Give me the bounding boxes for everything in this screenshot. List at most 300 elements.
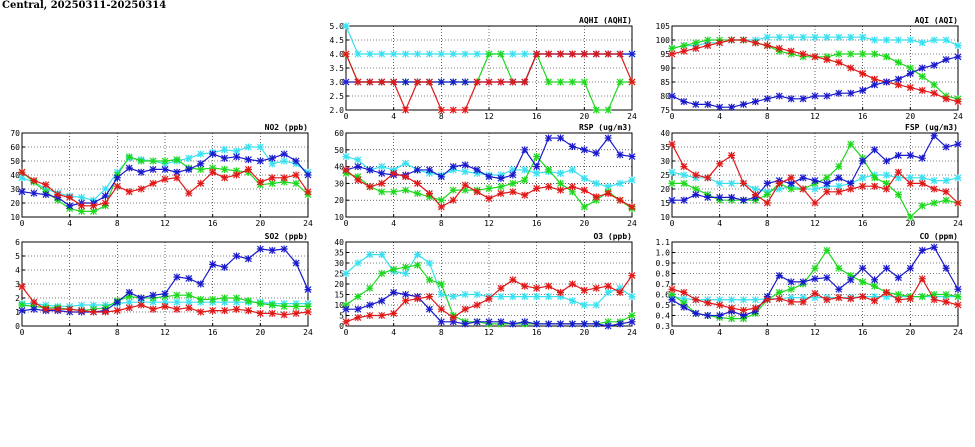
y-tick-label: 5.0 xyxy=(329,22,344,31)
y-tick-label: 60 xyxy=(10,143,20,152)
y-tick-label: 4.5 xyxy=(329,36,344,45)
data-point-blue xyxy=(859,265,866,272)
data-point-red xyxy=(521,79,528,86)
data-point-cyan xyxy=(462,51,469,58)
data-point-red xyxy=(102,309,109,316)
data-point-green xyxy=(402,187,409,194)
y-tick-label: 0.3 xyxy=(655,322,670,331)
data-point-green xyxy=(955,293,962,300)
data-point-cyan xyxy=(800,34,807,41)
data-point-red xyxy=(692,296,699,303)
data-point-red xyxy=(895,296,902,303)
data-point-cyan xyxy=(871,37,878,44)
data-point-blue xyxy=(378,297,385,304)
y-tick-label: 4.0 xyxy=(329,50,344,59)
data-point-red xyxy=(54,306,61,313)
x-tick-label: 4 xyxy=(391,328,397,337)
y-tick-label: 1.0 xyxy=(655,248,670,258)
data-point-red xyxy=(740,37,747,44)
x-tick-label: 8 xyxy=(764,112,770,121)
data-point-cyan xyxy=(450,51,457,58)
data-point-green xyxy=(557,180,564,187)
data-point-red xyxy=(173,306,180,313)
data-point-green xyxy=(438,197,445,204)
data-point-green xyxy=(390,188,397,195)
data-point-green xyxy=(521,177,528,184)
data-point-red xyxy=(114,307,121,314)
chart-title: RSP (ug/m3) xyxy=(579,123,632,132)
data-point-blue xyxy=(414,166,421,173)
data-point-blue xyxy=(812,93,819,100)
data-point-blue xyxy=(859,158,866,165)
data-point-green xyxy=(221,166,228,173)
data-point-cyan xyxy=(402,270,409,277)
data-point-blue xyxy=(557,135,564,142)
y-tick-label: 2.5 xyxy=(329,92,344,101)
data-point-green xyxy=(871,174,878,181)
data-point-red xyxy=(521,192,528,199)
data-point-red xyxy=(740,307,747,314)
data-point-blue xyxy=(883,265,890,272)
data-point-red xyxy=(366,183,373,190)
data-point-red xyxy=(450,107,457,114)
data-point-red xyxy=(907,180,914,187)
data-point-red xyxy=(162,303,169,310)
data-point-blue xyxy=(221,264,228,271)
x-tick-label: 16 xyxy=(531,112,542,121)
data-point-red xyxy=(895,169,902,176)
data-point-blue xyxy=(197,281,204,288)
data-point-cyan xyxy=(593,180,600,187)
data-point-blue xyxy=(919,155,926,162)
data-point-blue xyxy=(19,307,26,314)
data-point-cyan xyxy=(581,175,588,182)
data-point-cyan xyxy=(931,37,938,44)
data-point-cyan xyxy=(835,34,842,41)
data-point-red xyxy=(823,56,830,63)
data-point-cyan xyxy=(752,296,759,303)
data-point-blue xyxy=(257,246,264,253)
data-point-blue xyxy=(221,155,228,162)
data-point-red xyxy=(545,283,552,290)
data-point-blue xyxy=(462,79,469,86)
data-point-red xyxy=(343,318,350,325)
data-point-red xyxy=(847,65,854,72)
data-point-red xyxy=(402,297,409,304)
data-point-red xyxy=(438,203,445,210)
data-point-green xyxy=(257,300,264,307)
data-point-green xyxy=(943,197,950,204)
data-point-blue xyxy=(545,320,552,327)
data-point-blue xyxy=(919,65,926,72)
data-point-blue xyxy=(114,299,121,306)
data-point-blue xyxy=(669,93,676,100)
data-point-red xyxy=(497,190,504,197)
data-point-red xyxy=(486,195,493,202)
data-point-blue xyxy=(907,152,914,159)
data-point-green xyxy=(883,53,890,60)
y-tick-label: 15 xyxy=(334,290,344,300)
y-tick-label: 25 xyxy=(660,171,670,180)
x-tick-label: 24 xyxy=(953,328,963,337)
data-point-blue xyxy=(185,275,192,282)
data-point-cyan xyxy=(366,251,373,258)
data-point-blue xyxy=(883,158,890,165)
data-point-red xyxy=(943,95,950,102)
data-point-cyan xyxy=(859,34,866,41)
data-point-red xyxy=(955,302,962,309)
data-point-red xyxy=(955,98,962,105)
data-point-red xyxy=(752,39,759,46)
data-point-red xyxy=(293,172,300,179)
y-tick-label: 5 xyxy=(339,311,344,321)
y-tick-label: 80 xyxy=(660,92,670,101)
chart-fsp xyxy=(660,123,963,228)
data-point-cyan xyxy=(740,296,747,303)
data-point-green xyxy=(871,283,878,290)
data-point-red xyxy=(871,183,878,190)
data-point-blue xyxy=(704,194,711,201)
data-point-blue xyxy=(728,104,735,111)
y-tick-label: 0.9 xyxy=(655,259,670,268)
x-tick-label: 8 xyxy=(764,219,770,228)
data-point-green xyxy=(812,265,819,272)
x-tick-label: 4 xyxy=(717,219,723,228)
data-point-blue xyxy=(343,79,350,86)
data-point-red xyxy=(728,152,735,159)
data-point-red xyxy=(343,166,350,173)
data-point-blue xyxy=(209,151,216,158)
data-point-green xyxy=(617,79,624,86)
data-point-red xyxy=(800,51,807,58)
data-point-blue xyxy=(293,260,300,267)
data-point-blue xyxy=(680,98,687,105)
data-point-red xyxy=(245,307,252,314)
data-point-red xyxy=(245,166,252,173)
data-point-cyan xyxy=(343,153,350,160)
data-point-red xyxy=(426,293,433,300)
data-point-green xyxy=(173,156,180,163)
x-tick-label: 0 xyxy=(19,219,25,228)
x-tick-label: 12 xyxy=(484,219,494,228)
data-point-red xyxy=(533,51,540,58)
data-point-cyan xyxy=(847,34,854,41)
x-tick-label: 4 xyxy=(717,328,723,337)
data-point-red xyxy=(859,293,866,300)
data-point-blue xyxy=(497,318,504,325)
data-point-cyan xyxy=(919,39,926,46)
data-point-blue xyxy=(593,150,600,157)
data-point-blue xyxy=(617,320,624,327)
data-point-red xyxy=(716,39,723,46)
data-point-red xyxy=(390,310,397,317)
data-point-blue xyxy=(450,163,457,170)
x-tick-label: 8 xyxy=(114,219,120,228)
data-point-red xyxy=(509,188,516,195)
data-point-green xyxy=(545,79,552,86)
y-tick-label: 3 xyxy=(15,280,20,289)
data-point-green xyxy=(414,262,421,269)
data-point-cyan xyxy=(728,180,735,187)
data-point-red xyxy=(354,177,361,184)
data-point-blue xyxy=(907,70,914,77)
data-point-green xyxy=(173,292,180,299)
data-point-green xyxy=(581,203,588,210)
x-tick-label: 20 xyxy=(579,112,590,121)
data-point-cyan xyxy=(354,51,361,58)
data-point-blue xyxy=(847,90,854,97)
data-point-red xyxy=(629,203,636,210)
y-tick-label: 85 xyxy=(660,78,670,87)
data-point-red xyxy=(907,295,914,302)
data-point-cyan xyxy=(390,51,397,58)
data-point-blue xyxy=(426,306,433,313)
data-point-green xyxy=(895,191,902,198)
data-point-red xyxy=(835,294,842,301)
data-point-red xyxy=(257,310,264,317)
data-point-cyan xyxy=(521,166,528,173)
y-tick-label: 10 xyxy=(334,301,344,310)
x-tick-label: 20 xyxy=(905,112,916,121)
data-point-blue xyxy=(114,174,121,181)
x-tick-label: 12 xyxy=(160,328,170,337)
x-tick-label: 0 xyxy=(19,328,25,337)
data-point-green xyxy=(162,158,169,165)
data-point-blue xyxy=(474,318,481,325)
data-point-red xyxy=(438,306,445,313)
x-tick-label: 8 xyxy=(438,219,444,228)
data-point-red xyxy=(788,298,795,305)
x-tick-label: 20 xyxy=(579,328,590,337)
y-tick-label: 0 xyxy=(339,322,344,331)
data-point-blue xyxy=(426,166,433,173)
y-tick-label: 20 xyxy=(334,280,344,289)
data-point-green xyxy=(185,292,192,299)
data-point-blue xyxy=(162,290,169,297)
data-point-green xyxy=(728,315,735,322)
data-point-red xyxy=(812,200,819,207)
data-point-red xyxy=(474,302,481,309)
data-point-blue xyxy=(812,177,819,184)
data-point-green xyxy=(581,79,588,86)
data-point-red xyxy=(102,200,109,207)
data-point-red xyxy=(669,141,676,148)
data-point-red xyxy=(233,172,240,179)
data-point-cyan xyxy=(378,51,385,58)
data-point-red xyxy=(629,272,636,279)
data-point-blue xyxy=(42,191,49,198)
chart-title: O3 (ppb) xyxy=(593,232,632,241)
data-point-red xyxy=(883,186,890,193)
data-point-red xyxy=(19,283,26,290)
data-point-green xyxy=(426,276,433,283)
data-point-red xyxy=(605,51,612,58)
data-point-green xyxy=(859,278,866,285)
y-tick-label: 30 xyxy=(334,259,344,268)
data-point-cyan xyxy=(907,37,914,44)
data-point-blue xyxy=(823,180,830,187)
data-point-red xyxy=(545,51,552,58)
data-point-blue xyxy=(812,275,819,282)
data-point-red xyxy=(859,183,866,190)
data-point-red xyxy=(378,180,385,187)
data-point-green xyxy=(859,51,866,58)
data-point-blue xyxy=(716,104,723,111)
data-point-blue xyxy=(835,286,842,293)
data-point-red xyxy=(704,42,711,49)
data-point-blue xyxy=(764,180,771,187)
data-point-blue xyxy=(931,244,938,251)
data-point-red xyxy=(30,299,37,306)
data-point-red xyxy=(185,190,192,197)
data-point-blue xyxy=(138,295,145,302)
data-point-blue xyxy=(680,197,687,204)
data-point-cyan xyxy=(354,260,361,267)
x-tick-label: 0 xyxy=(343,328,349,337)
data-point-blue xyxy=(138,169,145,176)
x-tick-label: 4 xyxy=(67,219,73,228)
data-point-green xyxy=(486,51,493,58)
x-tick-label: 0 xyxy=(669,328,675,337)
data-point-red xyxy=(414,295,421,302)
data-point-green xyxy=(835,163,842,170)
x-tick-label: 16 xyxy=(207,328,218,337)
data-point-red xyxy=(764,200,771,207)
data-point-red xyxy=(462,182,469,189)
data-point-cyan xyxy=(245,144,252,151)
y-tick-label: 95 xyxy=(660,50,670,59)
data-point-blue xyxy=(871,81,878,88)
data-point-red xyxy=(197,309,204,316)
data-point-red xyxy=(752,305,759,312)
data-point-blue xyxy=(669,296,676,303)
data-point-cyan xyxy=(438,51,445,58)
data-point-blue xyxy=(847,276,854,283)
data-point-red xyxy=(281,174,288,181)
y-tick-label: 2.0 xyxy=(329,106,344,115)
data-point-cyan xyxy=(426,51,433,58)
y-tick-label: 3.5 xyxy=(329,64,344,73)
data-point-cyan xyxy=(521,293,528,300)
data-point-green xyxy=(847,141,854,148)
data-point-blue xyxy=(450,79,457,86)
data-point-blue xyxy=(209,261,216,268)
y-tick-label: 4 xyxy=(15,266,20,275)
data-point-red xyxy=(605,190,612,197)
data-point-red xyxy=(728,305,735,312)
data-point-red xyxy=(919,180,926,187)
data-point-red xyxy=(366,79,373,86)
x-tick-label: 16 xyxy=(857,112,868,121)
data-point-green xyxy=(788,286,795,293)
data-point-green xyxy=(509,180,516,187)
y-tick-label: 20 xyxy=(660,185,670,194)
data-point-red xyxy=(78,202,85,209)
data-point-blue xyxy=(343,306,350,313)
data-point-red xyxy=(812,53,819,60)
data-point-blue xyxy=(30,306,37,313)
data-point-red xyxy=(716,160,723,167)
x-tick-label: 12 xyxy=(810,112,820,121)
data-point-blue xyxy=(233,153,240,160)
data-point-blue xyxy=(669,197,676,204)
data-point-blue xyxy=(293,158,300,165)
data-point-red xyxy=(617,289,624,296)
data-point-cyan xyxy=(366,51,373,58)
data-point-red xyxy=(728,37,735,44)
data-point-blue xyxy=(692,101,699,108)
data-point-red xyxy=(680,163,687,170)
data-point-red xyxy=(438,107,445,114)
y-tick-label: 1.1 xyxy=(655,238,670,247)
x-tick-label: 8 xyxy=(438,328,444,337)
x-tick-label: 4 xyxy=(717,112,723,121)
data-point-red xyxy=(557,187,564,194)
data-point-blue xyxy=(605,135,612,142)
y-tick-label: 2 xyxy=(15,294,20,303)
x-tick-label: 8 xyxy=(114,328,120,337)
data-point-red xyxy=(281,311,288,318)
data-point-blue xyxy=(871,146,878,153)
chart-no2 xyxy=(10,123,313,228)
data-point-cyan xyxy=(521,51,528,58)
data-point-cyan xyxy=(776,34,783,41)
data-point-red xyxy=(593,285,600,292)
data-point-green xyxy=(126,153,133,160)
x-tick-label: 12 xyxy=(484,328,494,337)
chart-title: NO2 (ppb) xyxy=(264,123,308,132)
x-tick-label: 12 xyxy=(810,328,820,337)
data-point-blue xyxy=(30,190,37,197)
x-tick-label: 16 xyxy=(857,219,868,228)
data-point-cyan xyxy=(955,42,962,49)
data-point-red xyxy=(162,176,169,183)
x-tick-label: 20 xyxy=(579,219,590,228)
data-point-blue xyxy=(593,320,600,327)
data-point-cyan xyxy=(414,51,421,58)
data-point-cyan xyxy=(569,166,576,173)
data-point-blue xyxy=(823,274,830,281)
data-point-red xyxy=(173,174,180,181)
y-tick-label: 30 xyxy=(334,179,344,189)
data-point-red xyxy=(426,79,433,86)
data-point-red xyxy=(150,306,157,313)
data-point-red xyxy=(90,202,97,209)
data-point-blue xyxy=(545,135,552,142)
data-point-red xyxy=(269,174,276,181)
data-point-green xyxy=(486,185,493,192)
data-point-blue xyxy=(581,320,588,327)
data-point-green xyxy=(593,107,600,114)
data-point-red xyxy=(197,180,204,187)
data-point-red xyxy=(692,172,699,179)
data-point-red xyxy=(835,59,842,66)
y-tick-label: 20 xyxy=(10,199,20,208)
data-point-red xyxy=(931,296,938,303)
data-point-green xyxy=(438,281,445,288)
data-point-green xyxy=(835,265,842,272)
data-point-blue xyxy=(776,93,783,100)
y-tick-label: 30 xyxy=(10,185,20,194)
data-point-blue xyxy=(740,197,747,204)
data-point-red xyxy=(126,188,133,195)
chart-o3 xyxy=(334,232,637,337)
data-point-green xyxy=(669,180,676,187)
data-point-red xyxy=(293,310,300,317)
x-tick-label: 0 xyxy=(343,219,349,228)
chart-rsp xyxy=(334,123,637,228)
data-point-red xyxy=(919,275,926,282)
